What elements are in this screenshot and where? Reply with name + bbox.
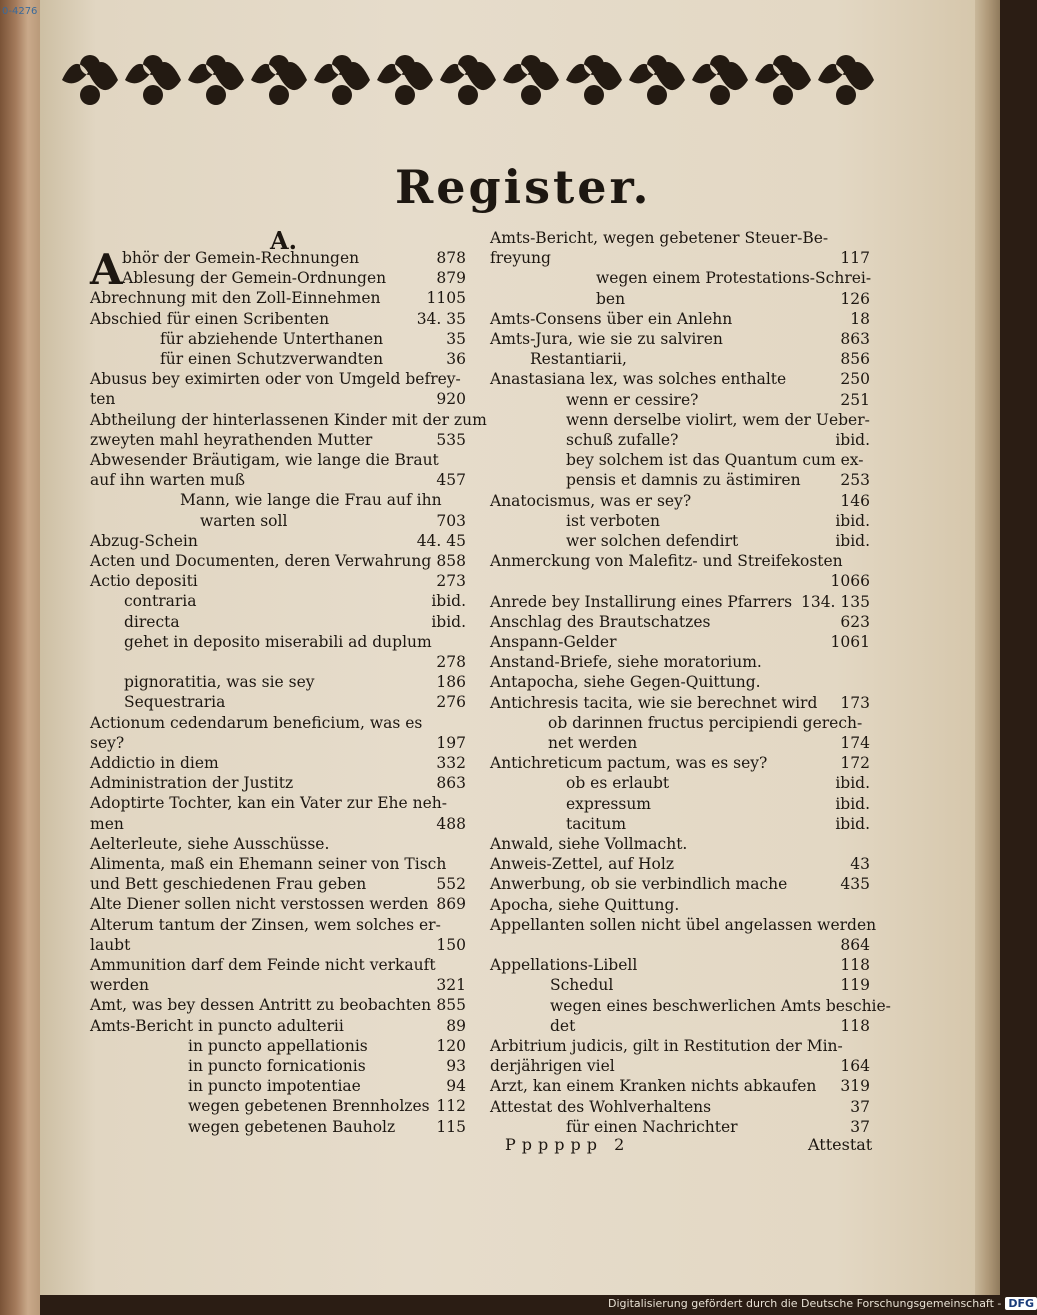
index-entry: Acten und Documenten, deren Verwahrung bbox=[90, 552, 432, 570]
index-entry: Actio depositi bbox=[90, 572, 198, 591]
index-entry: directa bbox=[124, 612, 180, 631]
index-entry: auf ihn warten muß bbox=[90, 471, 245, 490]
ornament-flourish bbox=[755, 55, 811, 105]
page-reference: 435 bbox=[840, 875, 870, 894]
page-reference: 186 bbox=[436, 673, 466, 692]
index-entry: gehet in deposito miserabili ad duplum bbox=[124, 632, 432, 651]
page-reference: 319 bbox=[840, 1077, 870, 1096]
ornament-flourish bbox=[251, 55, 307, 105]
page-reference: ibid. bbox=[431, 612, 466, 631]
index-entry: Abtheilung der hinterlassenen Kinder mit der zum bbox=[90, 410, 487, 429]
section-letter: A. bbox=[270, 226, 297, 255]
ornament-border bbox=[58, 45, 878, 115]
index-entry: Amts-Bericht, wegen gebetener Steuer-Be- bbox=[490, 229, 829, 247]
corner-tag: 0-4276 bbox=[2, 6, 38, 17]
index-entry: bey solchem ist das Quantum cum ex- bbox=[566, 451, 864, 470]
index-entry: Anwerbung, ob sie verbindlich mache bbox=[490, 875, 788, 894]
signature-mark: Pppppp 2 bbox=[505, 1135, 631, 1154]
index-entry: Ablesung der Gemein-Ordnungen bbox=[122, 269, 387, 288]
page-reference: ibid. bbox=[835, 774, 870, 793]
page-edges bbox=[975, 0, 1000, 1295]
page-reference: ibid. bbox=[835, 794, 870, 813]
index-entry: wenn derselbe violirt, wem der Ueber- bbox=[566, 410, 870, 429]
page-reference: 112 bbox=[436, 1097, 466, 1116]
page-reference: 150 bbox=[436, 935, 466, 954]
page-reference: 878 bbox=[436, 249, 466, 267]
index-entry: Arzt, kan einem Kranken nichts abkaufen bbox=[490, 1077, 817, 1096]
index-entry: wegen gebetenen Brennholzes bbox=[188, 1097, 430, 1116]
index-entry: contraria bbox=[124, 592, 197, 611]
index-entry: Anastasiana lex, was solches enthalte bbox=[490, 370, 787, 389]
page-reference: 117 bbox=[840, 249, 870, 268]
page-reference: 94 bbox=[446, 1077, 466, 1096]
page-reference: 174 bbox=[840, 734, 870, 752]
index-entry: Abrechnung mit den Zoll-Einnehmen bbox=[90, 289, 381, 308]
ornament-flourish bbox=[692, 55, 748, 105]
index-entry: wenn er cessire? bbox=[566, 390, 699, 409]
index-entry: zweyten mahl heyrathenden Mutter bbox=[90, 430, 373, 449]
page-reference: 37 bbox=[850, 1097, 870, 1116]
page-reference: 120 bbox=[436, 1036, 466, 1055]
index-entry: schuß zufalle? bbox=[566, 431, 679, 449]
ornament-flourish bbox=[629, 55, 685, 105]
index-entry: derjährigen viel bbox=[490, 1057, 615, 1076]
page-reference: 119 bbox=[840, 976, 870, 995]
page-reference: 251 bbox=[840, 390, 870, 409]
page-reference: 36 bbox=[446, 350, 466, 368]
index-entry: Abwesender Bräutigam, wie lange die Braut bbox=[90, 451, 439, 469]
page-reference: 37 bbox=[850, 1117, 870, 1136]
index-entry: bhör der Gemein-Rechnungen bbox=[122, 249, 360, 267]
index-entry: men bbox=[90, 814, 124, 833]
index-entry: Administration der Justitz bbox=[90, 774, 294, 793]
footer-text: Digitalisierung gefördert durch die Deutsche Forschungsgemeinschaft - bbox=[608, 1297, 1002, 1310]
index-entry: Actionum cedendarum beneficium, was es bbox=[90, 713, 423, 732]
page-reference: ibid. bbox=[835, 511, 870, 530]
page-reference: 273 bbox=[436, 572, 466, 591]
page-reference: ibid. bbox=[835, 814, 870, 833]
index-entry: expressum bbox=[566, 794, 652, 813]
page-reference: 535 bbox=[436, 430, 466, 449]
index-entry: Appellanten sollen nicht übel angelassen werden bbox=[490, 915, 877, 934]
page-reference: ibid. bbox=[835, 532, 870, 550]
index-entry: Amts-Jura, wie sie zu salviren bbox=[490, 330, 723, 348]
index-entry: Arbitrium judicis, gilt in Restitution der Min- bbox=[490, 1037, 843, 1055]
index-entry: net werden bbox=[548, 734, 638, 752]
ornament-flourish bbox=[503, 55, 559, 105]
index-entry: und Bett geschiedenen Frau geben bbox=[90, 875, 367, 894]
page-title: Register. bbox=[395, 160, 652, 214]
index-entry: Antichreticum pactum, was es sey? bbox=[490, 754, 768, 773]
index-entry: warten soll bbox=[200, 511, 288, 530]
index-entry: Antapocha, siehe Gegen-Quittung. bbox=[490, 673, 761, 692]
page-reference: 172 bbox=[840, 754, 870, 773]
page-reference: 864 bbox=[840, 936, 870, 954]
index-entry: wegen gebetenen Bauholz bbox=[188, 1117, 396, 1136]
index-entry: Alimenta, maß ein Ehemann seiner von Tisch bbox=[90, 855, 447, 873]
index-entry: sey? bbox=[90, 733, 125, 752]
index-entry: Anatocismus, was er sey? bbox=[490, 491, 692, 510]
index-entry: wer solchen defendirt bbox=[566, 532, 739, 550]
index-entry: Mann, wie lange die Frau auf ihn bbox=[180, 491, 442, 510]
index-entry: in puncto fornicationis bbox=[188, 1057, 366, 1075]
index-entry: Amts-Consens über ein Anlehn bbox=[490, 309, 733, 328]
ornament-flourish bbox=[314, 55, 370, 105]
page-reference: 856 bbox=[840, 350, 870, 369]
page-reference: 118 bbox=[840, 1016, 870, 1035]
index-entry: werden bbox=[90, 976, 149, 995]
index-entry: Anwald, siehe Vollmacht. bbox=[490, 835, 688, 853]
index-entry: wegen eines beschwerlichen Amts beschie- bbox=[550, 996, 891, 1015]
page-reference: 276 bbox=[436, 693, 466, 712]
page-reference: ibid. bbox=[835, 431, 870, 449]
index-entry: freyung bbox=[490, 249, 551, 268]
page-reference: 332 bbox=[436, 754, 466, 772]
index-entry: Sequestraria bbox=[124, 693, 226, 712]
index-entry: ist verboten bbox=[566, 511, 661, 530]
index-entry: für einen Nachrichter bbox=[566, 1117, 738, 1136]
page-reference: 18 bbox=[850, 309, 870, 328]
index-entry: ben bbox=[596, 289, 626, 308]
page-reference: 43 bbox=[850, 855, 870, 874]
index-entry: Amt, was bey dessen Antritt zu beobachten bbox=[90, 996, 432, 1015]
page-reference: 93 bbox=[446, 1057, 466, 1075]
page-reference: 869 bbox=[436, 895, 466, 914]
index-entry: Abusus bey eximirten oder von Umgeld befrey- bbox=[90, 370, 461, 389]
page-reference: 126 bbox=[840, 289, 870, 308]
catchword: Attestat bbox=[808, 1135, 873, 1154]
index-entry: Anschlag des Brautschatzes bbox=[490, 612, 711, 631]
index-entry: pensis et damnis zu ästimiren bbox=[566, 471, 801, 490]
page-reference: 34. 35 bbox=[416, 309, 466, 328]
page-reference: 250 bbox=[840, 370, 870, 389]
page-reference: 863 bbox=[436, 774, 466, 793]
index-entry: laubt bbox=[90, 935, 131, 954]
ornament-flourish bbox=[62, 55, 118, 105]
index-entry: tacitum bbox=[566, 814, 627, 833]
index-entry: Abschied für einen Scribenten bbox=[90, 309, 330, 328]
index-entry: Anmerckung von Malefitz- und Streifekosten bbox=[490, 552, 843, 571]
ornament-flourish bbox=[125, 55, 181, 105]
dfg-logo: DFG bbox=[1005, 1297, 1037, 1310]
index-entry: Apocha, siehe Quittung. bbox=[490, 895, 680, 914]
index-entry: Ammunition darf dem Feinde nicht verkauft bbox=[90, 956, 436, 974]
page-reference: ibid. bbox=[431, 592, 466, 611]
index-entry: Adoptirte Tochter, kan ein Vater zur Ehe neh- bbox=[90, 794, 447, 813]
index-entry: Anstand-Briefe, siehe moratorium. bbox=[490, 653, 762, 672]
page-reference: 35 bbox=[446, 329, 466, 348]
index-entry: Attestat des Wohlverhaltens bbox=[490, 1097, 712, 1116]
index-entry: in puncto appellationis bbox=[188, 1036, 368, 1055]
index-entry: Antichresis tacita, wie sie berechnet wird bbox=[490, 693, 818, 712]
ornament-flourish bbox=[440, 55, 496, 105]
page-reference: 134. 135 bbox=[800, 592, 870, 611]
ornament-flourish bbox=[818, 55, 874, 105]
page-reference: 89 bbox=[446, 1016, 466, 1035]
page-reference: 863 bbox=[840, 330, 870, 348]
page-reference: 164 bbox=[840, 1057, 870, 1076]
drop-cap: A bbox=[90, 245, 123, 294]
page-reference: 623 bbox=[840, 612, 870, 631]
page-reference: 858 bbox=[436, 552, 466, 570]
page-reference: 278 bbox=[436, 653, 466, 671]
index-entry: in puncto impotentiae bbox=[188, 1077, 361, 1096]
ornament-flourish bbox=[566, 55, 622, 105]
index-entry: Appellations-Libell bbox=[490, 956, 638, 975]
ornament-flourish bbox=[188, 55, 244, 105]
page-reference: 879 bbox=[436, 269, 466, 288]
page-reference: 1061 bbox=[830, 633, 870, 651]
index-entry: Alterum tantum der Zinsen, wem solches er- bbox=[90, 915, 441, 934]
index-entry: Anweis-Zettel, auf Holz bbox=[490, 855, 675, 874]
page-reference: 197 bbox=[436, 733, 466, 752]
index-entry: wegen einem Protestations-Schrei- bbox=[596, 269, 872, 288]
page-reference: 703 bbox=[436, 511, 466, 530]
index-entry: Anrede bey Installirung eines Pfarrers bbox=[490, 592, 793, 611]
index-entry: Abzug-Schein bbox=[90, 531, 198, 550]
page-reference: 115 bbox=[436, 1117, 466, 1136]
page-reference: 855 bbox=[436, 996, 466, 1015]
page-reference: 321 bbox=[436, 976, 466, 995]
ornament-flourish bbox=[377, 55, 433, 105]
index-entry: für einen Schutzverwandten bbox=[160, 350, 384, 368]
index-entry: pignoratitia, was sie sey bbox=[124, 673, 315, 692]
page-reference: 118 bbox=[840, 956, 870, 975]
index-entry: ten bbox=[90, 390, 116, 409]
page-reference: 457 bbox=[436, 471, 466, 490]
footer-credit bbox=[608, 1297, 1037, 1310]
book-binding bbox=[0, 0, 40, 1315]
index-entry: Restantiarii, bbox=[530, 350, 627, 369]
index-entry: Amts-Bericht in puncto adulterii bbox=[90, 1016, 344, 1035]
page-reference: 253 bbox=[840, 471, 870, 490]
index-entry: Anspann-Gelder bbox=[490, 633, 617, 651]
page-reference: 552 bbox=[436, 875, 466, 894]
index-entry: für abziehende Unterthanen bbox=[160, 329, 384, 348]
index-entry: det bbox=[550, 1016, 576, 1035]
index-entry: Aelterleute, siehe Ausschüsse. bbox=[90, 834, 330, 853]
page-reference: 920 bbox=[436, 390, 466, 409]
page-reference: 1066 bbox=[830, 572, 870, 591]
page-reference: 44. 45 bbox=[416, 531, 466, 550]
index-entry: Alte Diener sollen nicht verstossen werden bbox=[90, 895, 429, 914]
index-entry: ob darinnen fructus percipiendi gerech- bbox=[548, 713, 863, 732]
index-entry: ob es erlaubt bbox=[566, 774, 670, 793]
page-reference: 1105 bbox=[426, 289, 466, 308]
index-entry: Addictio in diem bbox=[90, 754, 219, 772]
index-entry: Schedul bbox=[550, 976, 614, 995]
page-reference: 146 bbox=[840, 491, 870, 510]
page-reference: 488 bbox=[436, 814, 466, 833]
page-reference: 173 bbox=[840, 693, 870, 712]
